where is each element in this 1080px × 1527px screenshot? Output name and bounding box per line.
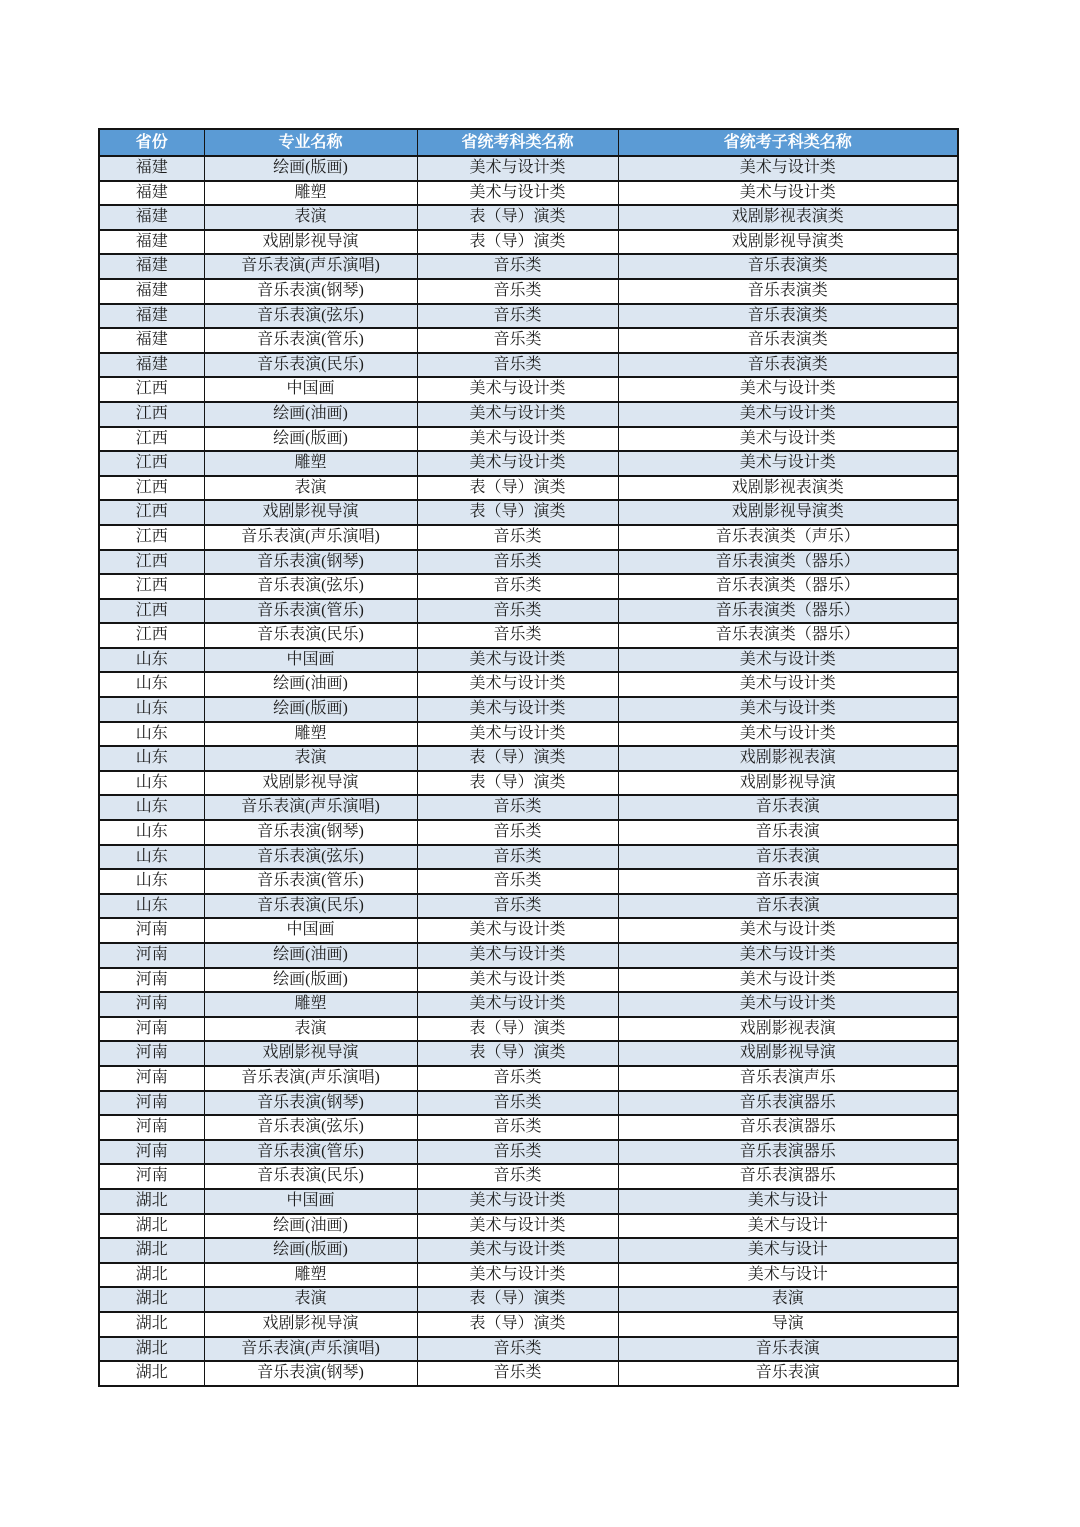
table-row bbox=[99, 500, 958, 525]
table-cell: 音乐表演(声乐演唱) bbox=[204, 1337, 417, 1362]
table-cell: 福建 bbox=[99, 279, 204, 304]
table-cell: 河南 bbox=[99, 1115, 204, 1140]
table-cell: 江西 bbox=[99, 402, 204, 427]
table-cell: 美术与设计 bbox=[618, 1263, 958, 1288]
table-cell: 音乐表演(民乐) bbox=[204, 1164, 417, 1189]
table-cell: 中国画 bbox=[204, 377, 417, 402]
table-row bbox=[99, 230, 958, 255]
table-cell: 美术与设计类 bbox=[417, 697, 618, 722]
table-cell: 美术与设计类 bbox=[618, 918, 958, 943]
table-cell: 表（导）演类 bbox=[417, 771, 618, 796]
table-cell: 中国画 bbox=[204, 648, 417, 673]
table-cell: 河南 bbox=[99, 1017, 204, 1042]
table-cell: 美术与设计类 bbox=[618, 451, 958, 476]
table-cell: 音乐表演(弦乐) bbox=[204, 574, 417, 599]
table-row bbox=[99, 427, 958, 452]
table-cell: 美术与设计类 bbox=[417, 156, 618, 181]
table-cell: 音乐表演(民乐) bbox=[204, 894, 417, 919]
table-cell: 音乐类 bbox=[417, 1361, 618, 1386]
table-cell: 音乐表演(民乐) bbox=[204, 623, 417, 648]
table-row bbox=[99, 1312, 958, 1337]
table-cell: 音乐类 bbox=[417, 1337, 618, 1362]
table-row bbox=[99, 992, 958, 1017]
table-cell: 表（导）演类 bbox=[417, 230, 618, 255]
table-cell: 湖北 bbox=[99, 1312, 204, 1337]
table-cell: 绘画(油画) bbox=[204, 672, 417, 697]
table-row bbox=[99, 1041, 958, 1066]
table-cell: 美术与设计类 bbox=[417, 648, 618, 673]
table-cell: 山东 bbox=[99, 648, 204, 673]
table-row bbox=[99, 1066, 958, 1091]
table-cell: 音乐表演(声乐演唱) bbox=[204, 525, 417, 550]
table-cell: 美术与设计类 bbox=[618, 943, 958, 968]
table-cell: 音乐表演(钢琴) bbox=[204, 279, 417, 304]
table-cell: 福建 bbox=[99, 205, 204, 230]
table-cell: 福建 bbox=[99, 328, 204, 353]
table-cell: 美术与设计类 bbox=[618, 722, 958, 747]
table-cell: 音乐类 bbox=[417, 279, 618, 304]
table-cell: 音乐表演类（器乐） bbox=[618, 623, 958, 648]
table-cell: 中国画 bbox=[204, 1189, 417, 1214]
table-cell: 音乐类 bbox=[417, 328, 618, 353]
table-row bbox=[99, 550, 958, 575]
table-cell: 音乐表演 bbox=[618, 795, 958, 820]
table-cell: 绘画(油画) bbox=[204, 402, 417, 427]
table-cell: 江西 bbox=[99, 427, 204, 452]
table-cell: 山东 bbox=[99, 697, 204, 722]
table-cell: 音乐表演类 bbox=[618, 328, 958, 353]
table-cell: 导演 bbox=[618, 1312, 958, 1337]
table-cell: 湖北 bbox=[99, 1361, 204, 1386]
table-row bbox=[99, 1361, 958, 1386]
table-cell: 音乐类 bbox=[417, 599, 618, 624]
table-cell: 江西 bbox=[99, 525, 204, 550]
table-row bbox=[99, 181, 958, 206]
table-row bbox=[99, 771, 958, 796]
table-row bbox=[99, 304, 958, 329]
table-cell: 湖北 bbox=[99, 1214, 204, 1239]
table-cell: 表（导）演类 bbox=[417, 205, 618, 230]
table-cell: 音乐表演 bbox=[618, 894, 958, 919]
table-cell: 美术与设计类 bbox=[417, 918, 618, 943]
table-cell: 音乐表演类（声乐） bbox=[618, 525, 958, 550]
table-cell: 美术与设计类 bbox=[417, 451, 618, 476]
table-cell: 雕塑 bbox=[204, 1263, 417, 1288]
table-row bbox=[99, 795, 958, 820]
table-cell: 中国画 bbox=[204, 918, 417, 943]
table-row bbox=[99, 574, 958, 599]
table-cell: 音乐表演类（器乐） bbox=[618, 574, 958, 599]
table-cell: 绘画(油画) bbox=[204, 1214, 417, 1239]
table-cell: 音乐表演(声乐演唱) bbox=[204, 254, 417, 279]
table-cell: 音乐类 bbox=[417, 353, 618, 378]
table-cell: 美术与设计类 bbox=[618, 377, 958, 402]
table-cell: 山东 bbox=[99, 845, 204, 870]
table-cell: 美术与设计 bbox=[618, 1214, 958, 1239]
table-body bbox=[99, 156, 958, 1386]
table-row bbox=[99, 648, 958, 673]
table-cell: 湖北 bbox=[99, 1189, 204, 1214]
table-cell: 音乐表演(钢琴) bbox=[204, 550, 417, 575]
table-row bbox=[99, 968, 958, 993]
table-row bbox=[99, 672, 958, 697]
table-row bbox=[99, 1287, 958, 1312]
table-cell: 河南 bbox=[99, 1041, 204, 1066]
table-cell: 山东 bbox=[99, 869, 204, 894]
table-cell: 戏剧影视导演类 bbox=[618, 500, 958, 525]
table-cell: 美术与设计类 bbox=[417, 181, 618, 206]
table-cell: 江西 bbox=[99, 623, 204, 648]
table-cell: 戏剧影视导演 bbox=[204, 230, 417, 255]
table-cell: 福建 bbox=[99, 304, 204, 329]
table-cell: 戏剧影视导演类 bbox=[618, 230, 958, 255]
table-cell: 绘画(版画) bbox=[204, 427, 417, 452]
table-cell: 湖北 bbox=[99, 1263, 204, 1288]
table-cell: 音乐类 bbox=[417, 1066, 618, 1091]
table-cell: 音乐类 bbox=[417, 1140, 618, 1165]
table-cell: 音乐类 bbox=[417, 623, 618, 648]
table-cell: 音乐表演(声乐演唱) bbox=[204, 795, 417, 820]
table-cell: 音乐表演 bbox=[618, 1337, 958, 1362]
table-cell: 美术与设计类 bbox=[417, 377, 618, 402]
table-cell: 音乐表演声乐 bbox=[618, 1066, 958, 1091]
table-row bbox=[99, 1091, 958, 1116]
table-row bbox=[99, 869, 958, 894]
table-cell: 福建 bbox=[99, 353, 204, 378]
table-cell: 美术与设计类 bbox=[417, 1263, 618, 1288]
table-cell: 音乐类 bbox=[417, 574, 618, 599]
table-cell: 音乐表演(管乐) bbox=[204, 1140, 417, 1165]
table-cell: 音乐类 bbox=[417, 1115, 618, 1140]
table-row bbox=[99, 894, 958, 919]
table-cell: 表（导）演类 bbox=[417, 1017, 618, 1042]
table-cell: 表演 bbox=[204, 205, 417, 230]
table-cell: 音乐表演(弦乐) bbox=[204, 1115, 417, 1140]
table-cell: 雕塑 bbox=[204, 722, 417, 747]
table-cell: 美术与设计类 bbox=[417, 427, 618, 452]
table-row bbox=[99, 328, 958, 353]
column-header-province: 省份 bbox=[99, 129, 204, 156]
table-cell: 音乐表演(民乐) bbox=[204, 353, 417, 378]
table-cell: 戏剧影视表演 bbox=[618, 746, 958, 771]
table-cell: 美术与设计类 bbox=[618, 648, 958, 673]
table-cell: 音乐表演(钢琴) bbox=[204, 820, 417, 845]
table-row bbox=[99, 845, 958, 870]
column-header-exam-category: 省统考科类名称 bbox=[417, 129, 618, 156]
table-cell: 音乐表演类 bbox=[618, 279, 958, 304]
table-cell: 福建 bbox=[99, 230, 204, 255]
table-cell: 表演 bbox=[618, 1287, 958, 1312]
table-cell: 音乐表演(钢琴) bbox=[204, 1361, 417, 1386]
table-row bbox=[99, 918, 958, 943]
table-cell: 音乐表演(弦乐) bbox=[204, 304, 417, 329]
table-cell: 湖北 bbox=[99, 1337, 204, 1362]
table-cell: 江西 bbox=[99, 599, 204, 624]
table-cell: 美术与设计类 bbox=[417, 402, 618, 427]
table-cell: 绘画(版画) bbox=[204, 968, 417, 993]
table-cell: 美术与设计类 bbox=[417, 992, 618, 1017]
table-cell: 河南 bbox=[99, 1140, 204, 1165]
table-cell: 江西 bbox=[99, 377, 204, 402]
table-cell: 美术与设计 bbox=[618, 1189, 958, 1214]
table-cell: 戏剧影视导演 bbox=[204, 500, 417, 525]
table-cell: 山东 bbox=[99, 672, 204, 697]
table-row bbox=[99, 353, 958, 378]
table-row bbox=[99, 254, 958, 279]
table-cell: 表演 bbox=[204, 746, 417, 771]
table-cell: 山东 bbox=[99, 746, 204, 771]
table-cell: 湖北 bbox=[99, 1238, 204, 1263]
table-cell: 福建 bbox=[99, 254, 204, 279]
table-cell: 表（导）演类 bbox=[417, 1312, 618, 1337]
table-cell: 雕塑 bbox=[204, 992, 417, 1017]
table-cell: 戏剧影视导演 bbox=[618, 1041, 958, 1066]
table-cell: 音乐表演(钢琴) bbox=[204, 1091, 417, 1116]
table-cell: 河南 bbox=[99, 943, 204, 968]
table-cell: 戏剧影视导演 bbox=[204, 1312, 417, 1337]
table-row bbox=[99, 279, 958, 304]
table-row bbox=[99, 623, 958, 648]
table-row bbox=[99, 1337, 958, 1362]
table-cell: 绘画(版画) bbox=[204, 697, 417, 722]
column-header-exam-subcategory: 省统考子科类名称 bbox=[618, 129, 958, 156]
table-cell: 音乐类 bbox=[417, 869, 618, 894]
table-cell: 音乐表演器乐 bbox=[618, 1091, 958, 1116]
table-cell: 戏剧影视导演 bbox=[204, 771, 417, 796]
table-row bbox=[99, 205, 958, 230]
table-row bbox=[99, 1017, 958, 1042]
table-cell: 雕塑 bbox=[204, 181, 417, 206]
table-cell: 戏剧影视表演类 bbox=[618, 205, 958, 230]
table-cell: 绘画(版画) bbox=[204, 1238, 417, 1263]
table-cell: 美术与设计类 bbox=[618, 181, 958, 206]
table-cell: 美术与设计类 bbox=[417, 943, 618, 968]
table-cell: 表（导）演类 bbox=[417, 476, 618, 501]
table-cell: 音乐表演类 bbox=[618, 304, 958, 329]
table-cell: 江西 bbox=[99, 550, 204, 575]
table-cell: 河南 bbox=[99, 1164, 204, 1189]
table-cell: 江西 bbox=[99, 574, 204, 599]
table-cell: 戏剧影视表演 bbox=[618, 1017, 958, 1042]
table-cell: 音乐表演类 bbox=[618, 254, 958, 279]
table-cell: 山东 bbox=[99, 722, 204, 747]
table-cell: 福建 bbox=[99, 181, 204, 206]
table-cell: 福建 bbox=[99, 156, 204, 181]
table-cell: 美术与设计类 bbox=[618, 402, 958, 427]
table-row bbox=[99, 1238, 958, 1263]
table-cell: 美术与设计类 bbox=[417, 1214, 618, 1239]
table-cell: 河南 bbox=[99, 992, 204, 1017]
table-cell: 江西 bbox=[99, 476, 204, 501]
table-cell: 江西 bbox=[99, 500, 204, 525]
column-header-major: 专业名称 bbox=[204, 129, 417, 156]
table-cell: 音乐类 bbox=[417, 795, 618, 820]
table-cell: 音乐表演(声乐演唱) bbox=[204, 1066, 417, 1091]
table-cell: 河南 bbox=[99, 968, 204, 993]
table-row bbox=[99, 377, 958, 402]
table-cell: 河南 bbox=[99, 1091, 204, 1116]
table-cell: 音乐表演类（器乐） bbox=[618, 599, 958, 624]
table-cell: 戏剧影视导演 bbox=[204, 1041, 417, 1066]
table-cell: 音乐表演 bbox=[618, 845, 958, 870]
table-row bbox=[99, 476, 958, 501]
table-cell: 音乐表演(弦乐) bbox=[204, 845, 417, 870]
table-cell: 音乐表演器乐 bbox=[618, 1140, 958, 1165]
table-cell: 雕塑 bbox=[204, 451, 417, 476]
table-cell: 音乐类 bbox=[417, 820, 618, 845]
table-cell: 河南 bbox=[99, 1066, 204, 1091]
table-row bbox=[99, 525, 958, 550]
table-cell: 音乐类 bbox=[417, 254, 618, 279]
table-cell: 江西 bbox=[99, 451, 204, 476]
table-cell: 戏剧影视导演 bbox=[618, 771, 958, 796]
table-cell: 戏剧影视表演类 bbox=[618, 476, 958, 501]
table-cell: 表（导）演类 bbox=[417, 1041, 618, 1066]
table-row bbox=[99, 1140, 958, 1165]
table-cell: 音乐表演(管乐) bbox=[204, 599, 417, 624]
table-cell: 音乐表演 bbox=[618, 869, 958, 894]
table-cell: 山东 bbox=[99, 894, 204, 919]
table-cell: 音乐表演 bbox=[618, 1361, 958, 1386]
table-row bbox=[99, 820, 958, 845]
table-cell: 音乐表演 bbox=[618, 820, 958, 845]
table-cell: 美术与设计类 bbox=[417, 722, 618, 747]
table-cell: 美术与设计类 bbox=[618, 992, 958, 1017]
table-cell: 音乐类 bbox=[417, 550, 618, 575]
table-cell: 音乐表演器乐 bbox=[618, 1115, 958, 1140]
table-cell: 表（导）演类 bbox=[417, 1287, 618, 1312]
table-row bbox=[99, 1164, 958, 1189]
exam-category-table bbox=[98, 128, 959, 1387]
table-cell: 音乐表演(管乐) bbox=[204, 869, 417, 894]
table-header-row bbox=[99, 129, 958, 156]
table-cell: 音乐表演(管乐) bbox=[204, 328, 417, 353]
table-cell: 湖北 bbox=[99, 1287, 204, 1312]
table-cell: 美术与设计类 bbox=[417, 968, 618, 993]
table-cell: 绘画(油画) bbox=[204, 943, 417, 968]
table-cell: 音乐类 bbox=[417, 1164, 618, 1189]
table-cell: 音乐类 bbox=[417, 304, 618, 329]
table-row bbox=[99, 1189, 958, 1214]
table-cell: 美术与设计类 bbox=[417, 672, 618, 697]
table-cell: 音乐类 bbox=[417, 525, 618, 550]
table-cell: 美术与设计 bbox=[618, 1238, 958, 1263]
table-cell: 表（导）演类 bbox=[417, 746, 618, 771]
table-row bbox=[99, 722, 958, 747]
table-cell: 音乐类 bbox=[417, 1091, 618, 1116]
table-cell: 表（导）演类 bbox=[417, 500, 618, 525]
table-cell: 音乐表演类 bbox=[618, 353, 958, 378]
table-row bbox=[99, 599, 958, 624]
table-cell: 表演 bbox=[204, 1017, 417, 1042]
table-cell: 美术与设计类 bbox=[618, 156, 958, 181]
table-cell: 美术与设计类 bbox=[618, 697, 958, 722]
table-row bbox=[99, 1115, 958, 1140]
table-row bbox=[99, 943, 958, 968]
table-cell: 山东 bbox=[99, 795, 204, 820]
table-cell: 音乐表演类（器乐） bbox=[618, 550, 958, 575]
table-row bbox=[99, 156, 958, 181]
table-row bbox=[99, 451, 958, 476]
table-row bbox=[99, 1214, 958, 1239]
table-cell: 河南 bbox=[99, 918, 204, 943]
table-cell: 山东 bbox=[99, 771, 204, 796]
table-cell: 美术与设计类 bbox=[618, 672, 958, 697]
table-row bbox=[99, 746, 958, 771]
table-row bbox=[99, 1263, 958, 1288]
table-cell: 山东 bbox=[99, 820, 204, 845]
table-cell: 美术与设计类 bbox=[618, 968, 958, 993]
table-cell: 绘画(版画) bbox=[204, 156, 417, 181]
table-cell: 美术与设计类 bbox=[417, 1189, 618, 1214]
table-cell: 美术与设计类 bbox=[618, 427, 958, 452]
table-cell: 美术与设计类 bbox=[417, 1238, 618, 1263]
table-cell: 音乐类 bbox=[417, 894, 618, 919]
table-cell: 音乐类 bbox=[417, 845, 618, 870]
table-cell: 音乐表演器乐 bbox=[618, 1164, 958, 1189]
table-cell: 表演 bbox=[204, 1287, 417, 1312]
table-row bbox=[99, 402, 958, 427]
table-cell: 表演 bbox=[204, 476, 417, 501]
table-row bbox=[99, 697, 958, 722]
